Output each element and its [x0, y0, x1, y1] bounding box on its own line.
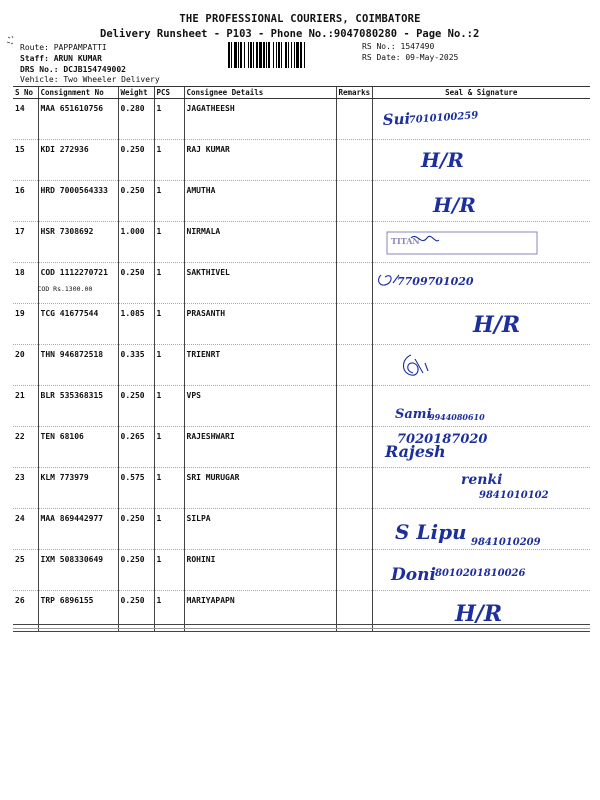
svg-text:TITAN: TITAN: [390, 236, 420, 246]
weight-cell: 0.265: [118, 427, 154, 468]
sno-cell: 26: [13, 591, 38, 632]
weight-cell: 0.335: [118, 345, 154, 386]
consignment-cell: [38, 263, 118, 304]
pcs-cell: 1: [154, 222, 184, 263]
svg-text:Rajesh: Rajesh: [384, 442, 446, 461]
table-row: [13, 304, 590, 345]
signature-cell: [372, 222, 590, 263]
rs-no-value: 1547490: [400, 42, 435, 51]
drs-value: DCJB154749002: [63, 65, 126, 74]
consignment-cell: [38, 509, 118, 550]
remarks-cell: [336, 386, 372, 427]
signature-cell: [372, 591, 590, 632]
handwritten-signature: [375, 304, 540, 346]
consignment-cell: [38, 550, 118, 591]
remarks-cell: [336, 550, 372, 591]
sno-cell: 20: [13, 345, 38, 386]
table-row: [13, 550, 590, 591]
runsheet-title: Delivery Runsheet - P103 - Phone No.:9047080280 - Page No.:2: [100, 28, 480, 40]
consignee-cell: MARIYAPAPN: [184, 591, 336, 632]
barcode-bar: [256, 42, 258, 68]
consignment-cell: [38, 222, 118, 263]
consignment-no: HSR 7308692: [40, 227, 94, 236]
barcode-bar: [248, 42, 249, 68]
sno-cell: 23: [13, 468, 38, 509]
table-row: [13, 140, 590, 181]
barcode-bar: [278, 42, 280, 68]
svg-text:8010201810026: 8010201810026: [434, 568, 525, 579]
table-row: [13, 263, 590, 304]
barcode-bar: [294, 42, 295, 68]
consignment-cell: [38, 99, 118, 140]
handwritten-signature: [375, 99, 540, 141]
sno-cell: 21: [13, 386, 38, 427]
barcode-bar: [259, 42, 262, 68]
staff-value: ARUN KUMAR: [53, 54, 102, 63]
signature-cell: [372, 345, 590, 386]
svg-text:9841010102: 9841010102: [478, 490, 549, 501]
route-line: [20, 43, 107, 52]
weight-cell: 0.575: [118, 468, 154, 509]
pcs-cell: 1: [154, 99, 184, 140]
signature-cell: [372, 427, 590, 468]
pcs-cell: 1: [154, 509, 184, 550]
remarks-cell: [336, 99, 372, 140]
barcode-bar: [300, 42, 302, 68]
sno-cell: 24: [13, 509, 38, 550]
vehicle-value: Two Wheeler Delivery: [63, 75, 160, 84]
remarks-cell: [336, 140, 372, 181]
consignee-cell: VPS: [184, 386, 336, 427]
signature-cell: [372, 181, 590, 222]
rs-date-label: RS Date:: [362, 53, 401, 62]
consignee-cell: RAJESHWARI: [184, 427, 336, 468]
signature-cell: [372, 304, 590, 345]
weight-cell: 1.000: [118, 222, 154, 263]
svg-text:9944080610: 9944080610: [428, 412, 485, 422]
svg-text:Sami: Sami: [394, 407, 432, 422]
consignment-no: TCG 41677544: [40, 309, 99, 318]
barcode-bar: [285, 42, 287, 68]
barcode-bar: [238, 42, 239, 68]
svg-text:H/R: H/R: [454, 601, 502, 627]
pcs-cell: 1: [154, 140, 184, 181]
consignment-cell: [38, 181, 118, 222]
route-label: Route:: [20, 43, 49, 52]
svg-text:7709701020: 7709701020: [396, 275, 474, 288]
rs-no-label: RS No.:: [362, 42, 396, 51]
rs-no-line: [362, 42, 434, 51]
handwritten-signature: [375, 591, 540, 633]
signature-cell: [372, 468, 590, 509]
svg-text:7010100259: 7010100259: [407, 110, 479, 126]
barcode-bar: [263, 42, 265, 68]
handwritten-signature: [375, 345, 540, 387]
consignment-cell: [38, 386, 118, 427]
consignment-no: MAA 651610756: [40, 104, 104, 113]
svg-text:H/R: H/R: [432, 193, 476, 217]
handwritten-signature: [375, 263, 540, 305]
consignment-no: BLR 535368315: [40, 391, 104, 400]
table-row: [13, 509, 590, 550]
table-row: [13, 181, 590, 222]
remarks-cell: [336, 263, 372, 304]
pcs-cell: 1: [154, 181, 184, 222]
remarks-cell: [336, 427, 372, 468]
weight-cell: 0.250: [118, 591, 154, 632]
consignment-cell: [38, 345, 118, 386]
runsheet-table: [13, 86, 590, 632]
pcs-cell: 1: [154, 263, 184, 304]
signature-cell: [372, 509, 590, 550]
table-bottom-rule: [13, 624, 590, 625]
stray-marks: [6, 34, 20, 48]
svg-text:H/R: H/R: [420, 148, 464, 172]
barcode-bar: [231, 42, 232, 68]
svg-text:renki: renki: [460, 472, 502, 488]
handwritten-signature: [375, 386, 540, 428]
svg-text:7020187020: 7020187020: [396, 432, 487, 447]
cod-amount: COD Rs.1300.00: [37, 285, 93, 293]
sno-cell: 16: [13, 181, 38, 222]
route-value: PAPPAMPATTI: [53, 43, 107, 52]
barcode-bar: [234, 42, 237, 68]
barcode-bar: [291, 42, 292, 68]
col-remarks: Remarks: [336, 87, 372, 99]
pcs-cell: 1: [154, 591, 184, 632]
handwritten-signature: [375, 427, 540, 469]
table-row: [13, 345, 590, 386]
consignment-no: TRP 6896155: [40, 596, 94, 605]
svg-text:S Lipu: S Lipu: [394, 520, 467, 544]
weight-cell: 0.250: [118, 386, 154, 427]
signature-cell: [372, 140, 590, 181]
barcode-bar: [281, 42, 282, 68]
pcs-cell: 1: [154, 304, 184, 345]
weight-cell: 0.250: [118, 509, 154, 550]
consignee-cell: ROHINI: [184, 550, 336, 591]
sno-cell: 18: [13, 263, 38, 304]
svg-text:Sui: Sui: [381, 109, 411, 129]
table-row: [13, 222, 590, 263]
pcs-cell: 1: [154, 468, 184, 509]
handwritten-signature: [375, 509, 540, 551]
consignee-cell: JAGATHEESH: [184, 99, 336, 140]
consignment-no: HRD 7000564333: [40, 186, 108, 195]
col-sno: S No: [13, 87, 38, 99]
sno-cell: 17: [13, 222, 38, 263]
consignee-cell: SAKTHIVEL: [184, 263, 336, 304]
remarks-cell: [336, 345, 372, 386]
barcode-bar: [288, 42, 289, 68]
consignment-no: KDI 272936: [40, 145, 89, 154]
pcs-cell: 1: [154, 345, 184, 386]
consignee-cell: TRIENRT: [184, 345, 336, 386]
barcode-bar: [296, 42, 299, 68]
remarks-cell: [336, 304, 372, 345]
col-weight: Weight: [118, 87, 154, 99]
table-row: [13, 468, 590, 509]
consignment-cell: [38, 140, 118, 181]
consignment-cell: [38, 468, 118, 509]
table-row: [13, 386, 590, 427]
consignment-cell: [38, 591, 118, 632]
handwritten-signature: [375, 140, 540, 182]
consignee-cell: RAJ KUMAR: [184, 140, 336, 181]
sno-cell: 15: [13, 140, 38, 181]
consignment-no: COD 1112270721: [40, 268, 108, 277]
col-seal-signature: Seal & Signature: [372, 87, 590, 99]
weight-cell: 0.280: [118, 99, 154, 140]
handwritten-signature: [375, 181, 540, 223]
handwritten-signature: [375, 222, 540, 264]
staff-line: [20, 54, 102, 63]
signature-cell: [372, 550, 590, 591]
consignment-cell: [38, 304, 118, 345]
weight-cell: 1.085: [118, 304, 154, 345]
rs-date-line: [362, 53, 458, 62]
pcs-cell: 1: [154, 427, 184, 468]
svg-text:H/R: H/R: [472, 312, 520, 338]
barcode-bar: [250, 42, 252, 68]
drs-label: DRS No.:: [20, 65, 59, 74]
signature-cell: [372, 99, 590, 140]
remarks-cell: [336, 468, 372, 509]
company-title: THE PROFESSIONAL COURIERS, COIMBATORE: [179, 13, 421, 25]
sno-cell: 14: [13, 99, 38, 140]
sno-cell: 25: [13, 550, 38, 591]
vehicle-line: [20, 75, 160, 84]
table-row: [13, 591, 590, 632]
weight-cell: 0.250: [118, 263, 154, 304]
barcode-bar: [266, 42, 267, 68]
table-row: [13, 99, 590, 140]
pcs-cell: 1: [154, 386, 184, 427]
table-header-row: [13, 87, 590, 99]
signature-cell: [372, 263, 590, 304]
table-row: [13, 427, 590, 468]
consignee-cell: PRASANTH: [184, 304, 336, 345]
vehicle-label: Vehicle:: [20, 75, 59, 84]
drs-line: [20, 65, 126, 74]
staff-label: Staff:: [20, 54, 49, 63]
svg-text:9841010209: 9841010209: [470, 537, 541, 548]
consignment-no: TEN 68106: [40, 432, 84, 441]
sno-cell: 22: [13, 427, 38, 468]
barcode: [228, 42, 354, 68]
barcode-bar: [244, 42, 245, 68]
remarks-cell: [336, 509, 372, 550]
barcode-bar: [276, 42, 277, 68]
barcode-bar: [304, 42, 305, 68]
weight-cell: 0.250: [118, 140, 154, 181]
remarks-cell: [336, 222, 372, 263]
col-consignee: Consignee Details: [184, 87, 336, 99]
signature-cell: [372, 386, 590, 427]
col-consignment: Consignment No: [38, 87, 118, 99]
barcode-bar: [268, 42, 270, 68]
sno-cell: 19: [13, 304, 38, 345]
consignment-no: THN 946872518: [40, 350, 104, 359]
pcs-cell: 1: [154, 550, 184, 591]
remarks-cell: [336, 181, 372, 222]
table-bottom-rule-2: [13, 628, 590, 629]
consignee-cell: SRI MURUGAR: [184, 468, 336, 509]
weight-cell: 0.250: [118, 181, 154, 222]
rs-date-value: 09-May-2025: [405, 53, 459, 62]
col-pcs: PCS: [154, 87, 184, 99]
barcode-bar: [240, 42, 242, 68]
svg-text:Doni: Doni: [390, 565, 436, 585]
handwritten-signature: [375, 468, 549, 510]
consignee-cell: AMUTHA: [184, 181, 336, 222]
consignment-no: IXM 508330649: [40, 555, 104, 564]
barcode-bar: [253, 42, 254, 68]
consignment-no: MAA 869442977: [40, 514, 104, 523]
consignee-cell: NIRMALA: [184, 222, 336, 263]
handwritten-signature: [375, 550, 540, 592]
remarks-cell: [336, 591, 372, 632]
consignment-cell: [38, 427, 118, 468]
weight-cell: 0.250: [118, 550, 154, 591]
barcode-bar: [228, 42, 230, 68]
consignment-no: KLM 773979: [40, 473, 89, 482]
barcode-bar: [273, 42, 274, 68]
consignee-cell: SILPA: [184, 509, 336, 550]
